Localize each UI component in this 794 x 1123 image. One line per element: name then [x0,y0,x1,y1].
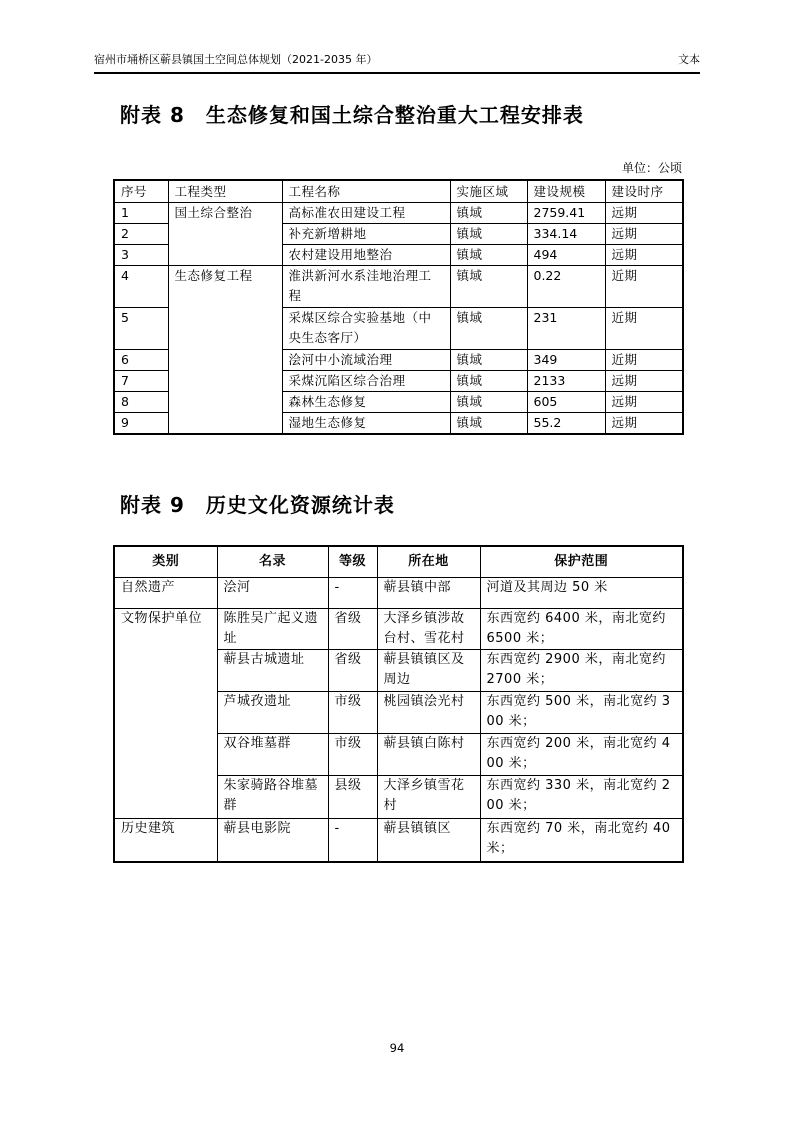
cell-scale: 231 [527,308,605,350]
table9-col-location: 所在地 [377,546,480,577]
cell-scale: 0.22 [527,266,605,308]
table9-col-level: 等级 [328,546,377,577]
cell-no: 4 [114,266,168,308]
cell-scope: 东西宽约 6400 米，南北宽约 6500 米； [480,608,683,649]
cell-location: 蕲县镇镇区 [377,818,480,862]
cell-region: 镇域 [450,413,527,435]
cell-scope: 东西宽约 2900 米，南北宽约 2700 米； [480,649,683,691]
cell-name: 采煤区综合实验基地（中央生态客厅） [282,308,450,350]
cell-scope: 东西宽约 500 米，南北宽约 300 米； [480,691,683,733]
table8-col-category: 工程类型 [168,180,282,203]
table9-col-scope: 保护范围 [480,546,683,577]
cell-timing: 近期 [605,350,683,371]
table8-header-row [114,180,683,203]
cell-level: 市级 [328,691,377,733]
table9-col-name: 名录 [217,546,328,577]
table8-col-region: 实施区域 [450,180,527,203]
cell-timing: 远期 [605,392,683,413]
table-row [114,266,683,308]
cell-category: 文物保护单位 [114,608,217,818]
table9-col-category: 类别 [114,546,217,577]
running-header [94,52,700,74]
cell-region: 镇域 [450,308,527,350]
cell-timing: 远期 [605,413,683,435]
table-row [114,203,683,224]
cell-no: 9 [114,413,168,435]
cell-level: 市级 [328,733,377,775]
cell-scope: 东西宽约 330 米，南北宽约 200 米； [480,775,683,818]
cell-region: 镇域 [450,392,527,413]
table9-historic-culture-resources [113,545,684,863]
table8-engineering-arrangement [113,179,684,435]
cell-scope: 东西宽约 200 米，南北宽约 400 米； [480,733,683,775]
header-left-text: 宿州市埇桥区蕲县镇国土空间总体规划（2021-2035 年） [94,53,378,66]
cell-timing: 近期 [605,308,683,350]
table8-unit-note: 单位：公顷 [621,161,682,175]
table8-col-no: 序号 [114,180,168,203]
cell-no: 1 [114,203,168,224]
cell-name: 蕲县古城遗址 [217,649,328,691]
cell-scale: 494 [527,245,605,266]
cell-timing: 远期 [605,224,683,245]
cell-name: 浍河中小流域治理 [282,350,450,371]
cell-name: 浍河 [217,577,328,608]
cell-scope: 东西宽约 70 米，南北宽约 40 米； [480,818,683,862]
table8-col-timing: 建设时序 [605,180,683,203]
cell-category: 自然遗产 [114,577,217,608]
cell-timing: 近期 [605,266,683,308]
cell-name: 农村建设用地整治 [282,245,450,266]
cell-location: 大泽乡镇雪花村 [377,775,480,818]
cell-no: 2 [114,224,168,245]
cell-name: 高标准农田建设工程 [282,203,450,224]
cell-name: 陈胜吴广起义遗址 [217,608,328,649]
cell-region: 镇域 [450,371,527,392]
table-row [114,577,683,608]
cell-no: 6 [114,350,168,371]
cell-no: 8 [114,392,168,413]
cell-name: 蕲县电影院 [217,818,328,862]
cell-region: 镇域 [450,224,527,245]
cell-scale: 2133 [527,371,605,392]
table-row [114,818,683,862]
cell-scale: 2759.41 [527,203,605,224]
table8-col-scale: 建设规模 [527,180,605,203]
table8-col-name: 工程名称 [282,180,450,203]
cell-location: 蕲县镇镇区及周边 [377,649,480,691]
cell-region: 镇域 [450,203,527,224]
cell-category: 生态修复工程 [168,266,282,435]
cell-category: 历史建筑 [114,818,217,862]
cell-timing: 远期 [605,245,683,266]
cell-name: 采煤沉陷区综合治理 [282,371,450,392]
cell-timing: 远期 [605,203,683,224]
cell-location: 大泽乡镇涉故台村、雪花村 [377,608,480,649]
cell-region: 镇域 [450,350,527,371]
cell-scale: 334.14 [527,224,605,245]
cell-scope: 河道及其周边 50 米 [480,577,683,608]
cell-name: 湿地生态修复 [282,413,450,435]
cell-level: - [328,577,377,608]
cell-level: 省级 [328,649,377,691]
cell-category: 国土综合整治 [168,203,282,266]
cell-no: 7 [114,371,168,392]
cell-location: 蕲县镇白陈村 [377,733,480,775]
table9-header-row [114,546,683,577]
cell-level: 省级 [328,608,377,649]
cell-region: 镇域 [450,245,527,266]
cell-name: 朱家骑路谷堆墓群 [217,775,328,818]
table9-title: 附表 9 历史文化资源统计表 [120,493,395,517]
table8-title: 附表 8 生态修复和国土综合整治重大工程安排表 [120,103,584,127]
cell-timing: 远期 [605,371,683,392]
cell-name: 补充新增耕地 [282,224,450,245]
page-number: 94 [389,1041,405,1055]
cell-scale: 349 [527,350,605,371]
cell-location: 蕲县镇中部 [377,577,480,608]
cell-region: 镇域 [450,266,527,308]
cell-no: 3 [114,245,168,266]
cell-scale: 55.2 [527,413,605,435]
cell-scale: 605 [527,392,605,413]
cell-name: 芦城孜遗址 [217,691,328,733]
cell-no: 5 [114,308,168,350]
header-right-text: 文本 [678,53,700,66]
cell-name: 淮洪新河水系洼地治理工程 [282,266,450,308]
cell-name: 森林生态修复 [282,392,450,413]
cell-name: 双谷堆墓群 [217,733,328,775]
table-row [114,608,683,649]
cell-level: 县级 [328,775,377,818]
cell-level: - [328,818,377,862]
cell-location: 桃园镇浍光村 [377,691,480,733]
